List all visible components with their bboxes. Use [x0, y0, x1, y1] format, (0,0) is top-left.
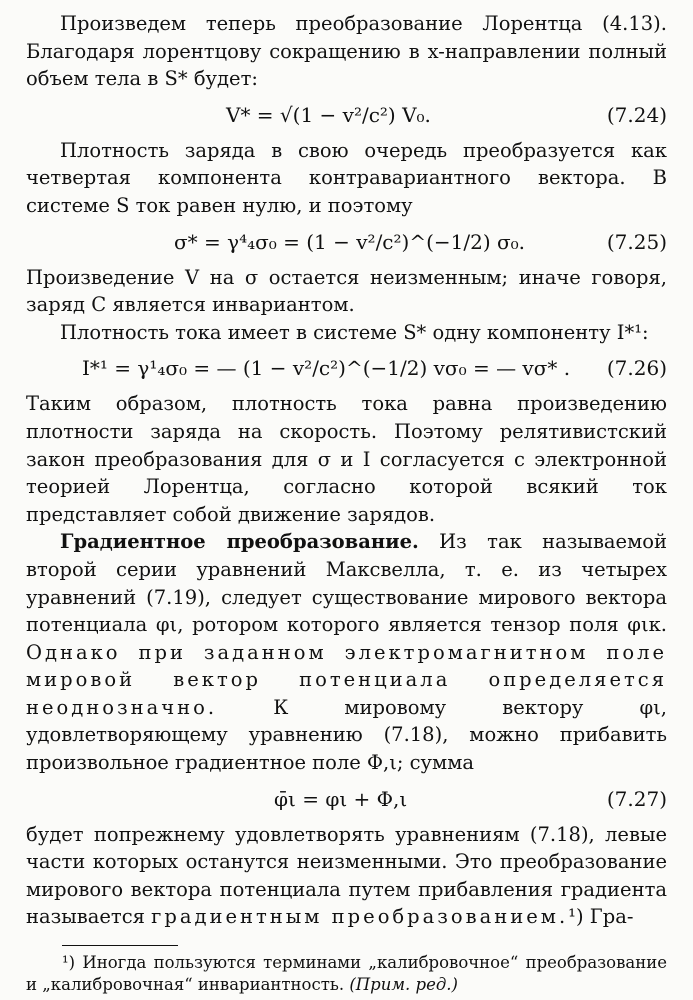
paragraph-7-text-b: ¹) Гра- — [568, 905, 634, 929]
paragraph-4: Плотность тока имеет в системе S* одну компоненту I*¹: — [60, 320, 649, 344]
paragraph-7-text-a: будет попрежнему удовлетворять уравнениям (7.18), левые части которых останутся неизменными. Это преобразование мирового вектора потенциала путем прибавления градиента называется — [26, 822, 667, 929]
footnote — [26, 952, 667, 996]
equation-number: (7.27) — [606, 786, 667, 811]
equation-7-26 — [26, 348, 667, 388]
paragraph-7-emphasis: градиентным преобразованием. — [151, 905, 569, 929]
equation-7-24 — [26, 95, 667, 135]
paragraph-6-emphasis: Однако при заданном электромагнитном поле мировой вектор потенциала определяется неоднозначно. — [26, 640, 667, 719]
equation-7-27 — [26, 779, 667, 819]
section-heading: Градиентное преобразование. — [60, 530, 419, 554]
footnote-divider — [62, 945, 178, 946]
paragraph-5: Таким образом, плотность тока равна произведению плотности заряда на скорость. Поэтому релятивистский закон преобразования для σ и I согласуется с электронной теорией Лорентца, согласно которой всякий ток представляет собой движение зарядов. — [26, 392, 667, 526]
footnote-editor-note: (Прим. ред.) — [344, 975, 458, 995]
paragraph-6 — [26, 528, 667, 776]
paragraph-1: Произведем теперь преобразование Лорентца (4.13). Благодаря лорентцову сокращению в x-направлении полный объем тела в S* будет: — [26, 12, 667, 91]
equation-number: (7.24) — [606, 102, 667, 127]
equation-formula: σ* = γ⁴₄σ₀ = (1 − v²/c²)^(−1/2) σ₀. — [174, 229, 526, 254]
equation-formula: V* = √(1 − v²/c²) V₀. — [226, 102, 431, 127]
paragraph-6-text-a: Из так называемой второй серии уравнений Максвелла, т. е. из четырех уравнений (7.19), следует существование мирового вектора потенциала φι, ротором которого является тензор поля φικ. — [26, 530, 667, 637]
paragraph-6-text-b: К мировому вектору φι, удовлетворяющему уравнению (7.18), можно прибавить произвольное градиентное поле Φ,ι; сумма — [26, 695, 667, 775]
footnote-text: ¹) Иногда пользуются терминами „калибровочное“ преобразование и „калибровочная“ инвариантность. — [26, 953, 667, 995]
equation-7-25 — [26, 222, 667, 262]
equation-formula: I*¹ = γ¹₄σ₀ = — (1 − v²/c²)^(−1/2) vσ₀ = — vσ* . — [82, 356, 571, 381]
equation-number: (7.25) — [606, 229, 667, 254]
paragraph-3: Произведение V на σ остается неизменным; иначе говоря, заряд C является инвариантом. — [26, 265, 667, 317]
paragraph-7 — [26, 821, 667, 931]
paragraph-2: Плотность заряда в свою очередь преобразуется как четвертая компонента контравариантного вектора. В системе S ток равен нулю, и поэтому — [26, 138, 667, 217]
equation-number: (7.26) — [606, 356, 667, 381]
equation-formula: φ̄ι = φι + Φ,ι — [274, 786, 408, 811]
